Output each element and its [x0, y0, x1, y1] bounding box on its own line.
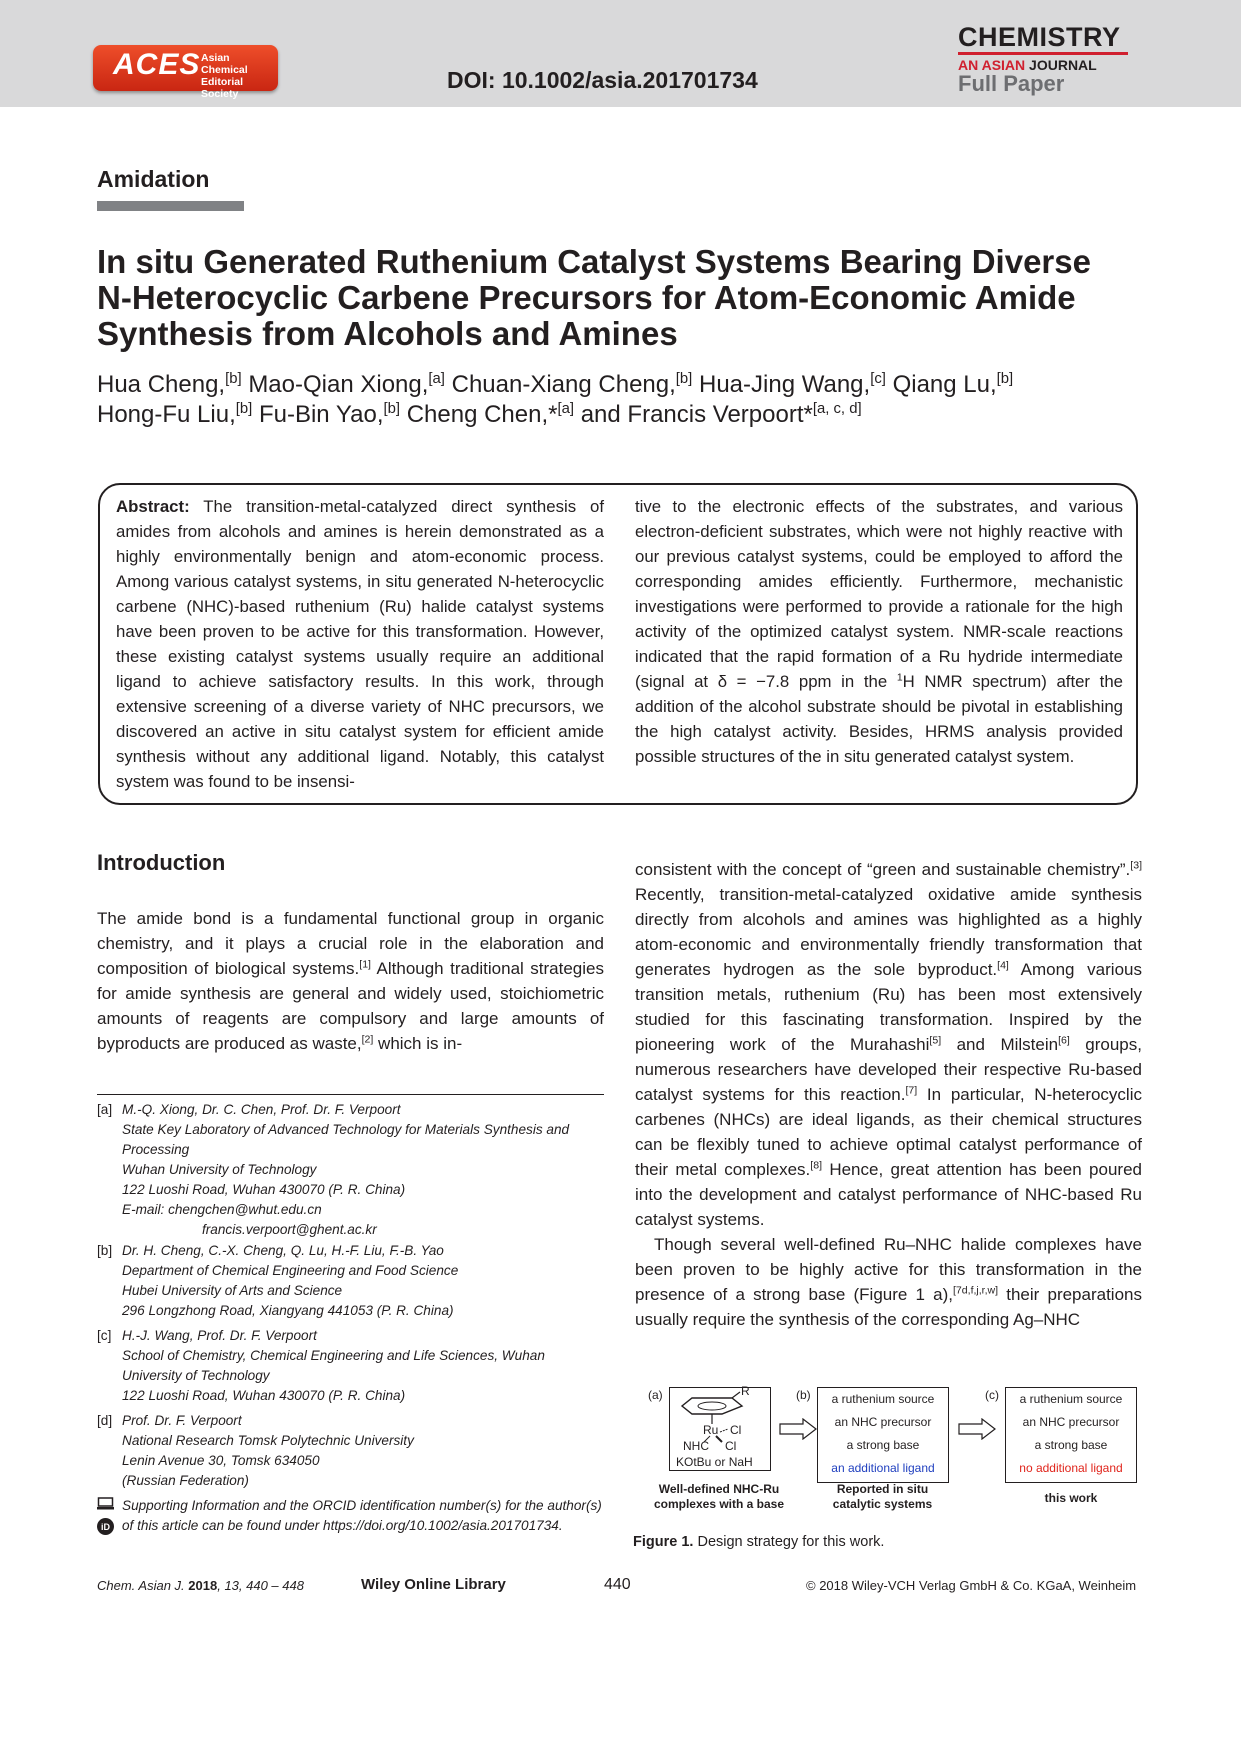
author-name: Chuan-Xiang Cheng,	[451, 371, 676, 398]
introduction-heading: Introduction	[97, 850, 226, 875]
journal-sub-suffix: JOURNAL	[1025, 57, 1097, 73]
abstract-text-left: The transition-metal-catalyzed direct synthesis of amides from alcohols and amines is herein demonstrated as a highly environmentally benign and atom-economic process. Among various catalyst systems, in situ generated N-heterocyclic carbene (NHC)-based ruthenium (Ru) halide catalyst systems have been proven to be active for this transformation. However, these existing catalyst systems usually require an additional ligand to achieve satisfactory results. In this work, through extensive screening of a diverse variety of NHC precursors, we discovered an active in situ catalyst system for efficient amide synthesis without any additional ligand. Notably, this catalyst system was found to be insensi-	[116, 497, 604, 791]
affiliation-line: Hubei University of Arts and Science	[122, 1283, 343, 1298]
structure-label: Cl	[725, 1439, 737, 1453]
affiliation-line: 296 Longzhong Road, Xiangyang 441053 (P. R. China)	[122, 1303, 454, 1318]
panel-b-item-ligand: an additional ligand	[831, 1461, 935, 1475]
footer-citation	[97, 1578, 304, 1593]
footer-journal: Chem. Asian J.	[97, 1578, 185, 1593]
footer-year: 2018	[184, 1578, 218, 1593]
intro-text: In particular, N-heterocyclic carbenes (NHCs) are ideal ligands, as their chemical structures can be flexibly tuned to achieve optimal catalyst performance of their metal complexes.	[635, 1085, 1142, 1179]
author-name: Hua-Jing Wang,	[699, 371, 871, 398]
section-label: Amidation	[97, 166, 210, 192]
footnote-rule	[97, 1094, 604, 1095]
intro-paragraph-2	[635, 857, 1142, 1332]
arrow-right-icon	[779, 1418, 817, 1440]
aces-logo[interactable]	[93, 45, 278, 100]
reference-link[interactable]: [1]	[359, 958, 371, 971]
author[interactable]	[452, 371, 693, 398]
panel-a-caption	[633, 1482, 805, 1512]
intro-paragraph-1	[97, 906, 604, 1056]
reference-link[interactable]: [8]	[810, 1159, 822, 1172]
author-affiliation: [a]	[428, 371, 445, 387]
affiliation-line: National Research Tomsk Polytechnic University	[122, 1433, 414, 1448]
affiliation-line: School of Chemistry, Chemical Engineering and Life Sciences, Wuhan University of Technology	[122, 1348, 545, 1383]
author-affiliation: [b]	[225, 371, 242, 387]
author-affiliation: [c]	[870, 371, 886, 387]
orcid-icon-text: iD	[101, 1522, 110, 1532]
affiliation-line: Wuhan University of Technology	[122, 1162, 317, 1177]
figure-caption	[633, 1534, 884, 1550]
reference-link[interactable]: [7]	[905, 1084, 918, 1097]
footer-volume-pages: , 13, 440 – 448	[217, 1578, 304, 1593]
abstract-text-right-a: tive to the electronic effects of the substrates, and various electron-deficient substrates, which were not highly reactive with our previous catalyst systems, could be employed to afford the corresponding amides efficiently. Furthermore, mechanistic investigations were performed to provide a rationale for the high activity of the optimized catalyst system. NMR-scale reactions indicated that the rapid formation of a Ru hydride intermediate (signal at δ = −7.8 ppm in the	[635, 497, 1123, 691]
structure-label: R	[741, 1384, 750, 1398]
panel-c-label: (c)	[985, 1388, 999, 1402]
structure-label: NHC	[683, 1439, 709, 1453]
author-affiliation: [b]	[383, 401, 401, 417]
supporting-info-text[interactable]: Supporting Information and the ORCID identification number(s) for the author(s) of this article can be found under https://doi.org/10.1002/asia.201701734.	[122, 1498, 602, 1533]
panel-c-item: an NHC precursor	[1022, 1415, 1120, 1429]
intro-text: which is in-	[373, 1034, 463, 1053]
panel-a-box	[669, 1384, 771, 1471]
affiliation-line: 122 Luoshi Road, Wuhan 430070 (P. R. China)	[122, 1182, 406, 1197]
affiliation-line: 122 Luoshi Road, Wuhan 430070 (P. R. China)	[122, 1388, 406, 1403]
aces-logo-text: ACES	[113, 48, 201, 81]
panel-a-caption-line: complexes with a base	[653, 1497, 785, 1511]
panel-b-item: an NHC precursor	[834, 1415, 932, 1429]
copyright: © 2018 Wiley-VCH Verlag GmbH & Co. KGaA, Weinheim	[806, 1578, 1137, 1593]
author-list	[97, 370, 1147, 430]
figure-caption-text: Design strategy for this work.	[693, 1534, 885, 1550]
intro-text: consistent with the concept of “green and sustainable chemistry”.	[635, 860, 1131, 879]
affiliation-tag: [a]	[97, 1102, 113, 1117]
author[interactable]	[97, 371, 242, 398]
reference-link[interactable]: [2]	[361, 1033, 374, 1046]
panel-b-item: a strong base	[846, 1438, 920, 1452]
article-title	[97, 244, 1147, 352]
panel-b-label: (b)	[796, 1388, 811, 1402]
author[interactable]	[699, 371, 886, 398]
author-name: Mao-Qian Xiong,	[248, 371, 429, 398]
aces-subtitle-line2: Editorial Society	[201, 76, 244, 100]
affiliation-line: State Key Laboratory of Advanced Technology for Materials Synthesis and Processing	[122, 1122, 570, 1157]
intro-text: Although traditional strategies for amide synthesis are general and widely used, stoichiometric amounts of reagents are compulsory and large amounts of byproducts are produced as waste,	[97, 959, 604, 1053]
intro-paragraph-3	[635, 1232, 1142, 1332]
affiliation-line: H.-J. Wang, Prof. Dr. F. Verpoort	[122, 1328, 317, 1343]
panel-b-caption	[805, 1482, 960, 1512]
panel-c-item-no-ligand: no additional ligand	[1019, 1461, 1123, 1475]
structure-label: Ru	[703, 1423, 719, 1437]
computer-icon	[97, 1496, 114, 1516]
journal-sub-prefix: AN	[958, 57, 982, 73]
panel-c-item: a strong base	[1034, 1438, 1108, 1452]
author[interactable]	[259, 401, 400, 428]
panel-c-box	[1005, 1387, 1137, 1483]
affiliation-line: Department of Chemical Engineering and Food Science	[122, 1263, 459, 1278]
affiliation-line: (Russian Federation)	[122, 1473, 249, 1488]
affiliation-line: M.-Q. Xiong, Dr. C. Chen, Prof. Dr. F. Verpoort	[122, 1102, 401, 1117]
intro-text: Among various transition metals, ruthenium (Ru) has been most extensively studied for this fascinating transformation. Inspired by the pioneering work of the Murahashi	[635, 960, 1142, 1054]
reference-link[interactable]: [6]	[1058, 1034, 1070, 1047]
title-line-1: In situ Generated Ruthenium Catalyst Systems Bearing Diverse	[97, 243, 1091, 280]
reference-link[interactable]: [3]	[1130, 859, 1142, 872]
affiliation-line: Lenin Avenue 30, Tomsk 634050	[122, 1453, 320, 1468]
intro-text: Hence, great attention has been poured into the development and catalyst performance of NHC-based Ru catalyst systems.	[635, 1160, 1142, 1229]
author-name: Cheng Chen,*	[406, 401, 558, 428]
abstract-left-column	[116, 494, 604, 794]
author-name: Hong-Fu Liu,	[97, 401, 236, 428]
author-affiliation: [a]	[557, 401, 575, 417]
panel-b-caption-line: Reported in situ	[836, 1482, 929, 1496]
panel-a-label: (a)	[648, 1388, 663, 1402]
panel-b-caption-line: catalytic systems	[832, 1497, 933, 1511]
affiliation-line: Dr. H. Cheng, C.-X. Cheng, Q. Lu, H.-F. Liu, F.-B. Yao	[122, 1243, 444, 1258]
abstract-right-column	[635, 494, 1123, 769]
affiliation-tag: [c]	[97, 1328, 112, 1343]
wiley-online-library-link[interactable]: Wiley Online Library	[361, 1576, 506, 1593]
structure-label: Cl	[730, 1423, 742, 1437]
affiliation-c	[97, 1326, 607, 1406]
title-line-3: Synthesis from Alcohols and Amines	[97, 315, 678, 352]
journal-name: CHEMISTRY	[958, 23, 1128, 55]
journal-logo	[958, 23, 1128, 95]
arrow-right-icon	[958, 1418, 996, 1440]
intro-text: and Milstein	[941, 1035, 1059, 1054]
panel-c-caption: this work	[1044, 1491, 1098, 1505]
abstract-label: Abstract:	[116, 497, 190, 516]
author-name: Fu-Bin Yao,	[258, 401, 384, 428]
title-line-2: N-Heterocyclic Carbene Precursors for Atom-Economic Amide	[97, 279, 1076, 316]
intro-text: Recently, transition-metal-catalyzed oxidative amide synthesis directly from alcohols and amines was highlighted as a highly atom-economic and environmentally friendly transformation that generates hydrogen as the sole byproduct.	[635, 885, 1142, 979]
section-bar	[97, 201, 244, 211]
abstract-text-right-b: H NMR spectrum) after the addition of the alcohol substrate should be pivotal in establishing the high catalyst activity. Besides, HRMS analysis provided possible structures of the in situ generated catalyst system.	[635, 672, 1123, 766]
reference-link[interactable]: [5]	[929, 1034, 942, 1047]
author[interactable]	[893, 371, 1014, 398]
author-name: and Francis Verpoort*	[580, 401, 813, 428]
journal-sub-asian: ASIAN	[981, 57, 1026, 73]
author[interactable]	[581, 401, 862, 428]
intro-text: groups, numerous researchers have developed their respective Ru-based catalyst systems for this reaction.	[635, 1035, 1142, 1104]
aces-subtitle-line1: Asian Chemical	[201, 52, 248, 76]
author[interactable]	[97, 401, 252, 428]
supporting-info-note	[97, 1496, 607, 1536]
affiliation-b	[97, 1241, 607, 1321]
orcid-icon	[97, 1518, 114, 1541]
affiliation-email[interactable]: francis.verpoort@ghent.ac.kr	[202, 1222, 377, 1237]
figure-caption-label: Figure 1.	[633, 1534, 694, 1550]
author-affiliation: [b]	[996, 371, 1014, 387]
affiliation-tag: [d]	[97, 1413, 113, 1428]
doi[interactable]: DOI: 10.1002/asia.201701734	[447, 67, 758, 93]
reference-link[interactable]: [4]	[997, 959, 1009, 972]
author[interactable]	[407, 401, 574, 428]
panel-b-item: a ruthenium source	[831, 1392, 935, 1406]
intro-text: The amide bond is a fundamental functional group in organic chemistry, and it plays a crucial role in the elaboration and composition of biological systems.	[97, 909, 604, 978]
affiliation-tag: [b]	[97, 1243, 113, 1258]
reference-link[interactable]: [7d,f,j,r,w]	[953, 1284, 999, 1297]
author[interactable]	[248, 371, 445, 398]
affiliation-d	[97, 1411, 607, 1491]
intro-text: Though several well-defined Ru–NHC halide complexes have been proven to be highly active for this transformation in the presence of a strong base (Figure 1 a),	[635, 1235, 1142, 1304]
author-affiliation: [b]	[675, 371, 693, 387]
article-type: Full Paper	[958, 71, 1065, 96]
aces-logo-subtitle	[201, 52, 278, 100]
panel-c-item: a ruthenium source	[1019, 1392, 1123, 1406]
author-name: Hua Cheng,	[97, 371, 226, 398]
abstract-sup: 1	[896, 672, 903, 684]
structure-label: KOtBu or NaH	[676, 1455, 753, 1469]
panel-b-box	[817, 1387, 949, 1483]
intro-text: their preparations usually require the synthesis of the corresponding Ag–NHC	[635, 1285, 1142, 1329]
affiliation-a	[97, 1100, 607, 1240]
affiliation-line: Prof. Dr. F. Verpoort	[122, 1413, 242, 1428]
author-name: Qiang Lu,	[892, 371, 997, 398]
affiliation-email[interactable]: E-mail: chengchen@whut.edu.cn	[122, 1202, 322, 1217]
panel-a-caption-line: Well-defined NHC-Ru	[658, 1482, 780, 1496]
figure-1	[633, 1375, 1143, 1525]
author-affiliation: [a, c, d]	[812, 401, 862, 417]
page-number: 440	[604, 1576, 631, 1593]
author-affiliation: [b]	[235, 401, 253, 417]
